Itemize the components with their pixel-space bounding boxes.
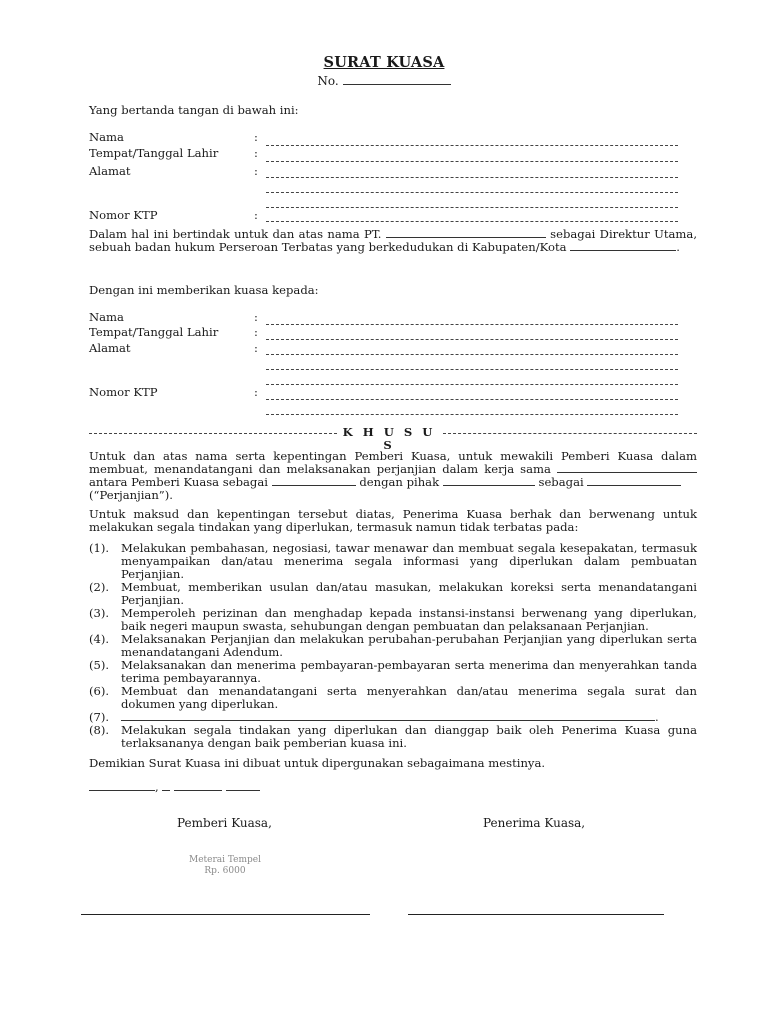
item-text: Melakukan pembahasan, negosiasi, tawar menawar dan membuat segala kesepakatan, termasuk menyampaikan dan/atau menerima segala informasi yang diperlukan dalam pembuatan Perjanjian. [121, 541, 697, 581]
item-number: (7). [89, 710, 110, 724]
item-number: (6). [89, 684, 110, 698]
penerima-kuasa-label: Penerima Kuasa, [483, 816, 586, 830]
pemberi-role-blank [272, 476, 356, 486]
pemberi-kuasa-label: Pemberi Kuasa, [177, 816, 272, 830]
bertindak-text-1: Dalam hal ini bertindak untuk dan atas nama PT. [89, 227, 382, 241]
pemberi-label-alamat: Alamat [89, 164, 131, 178]
day-blank [162, 781, 170, 791]
khusus-divider [89, 425, 697, 452]
item-number: (8). [89, 723, 110, 737]
item-text: Melaksanakan dan menerima pembayaran-pembayaran serta menerima dan menyerahkan tanda terima pembayarannya. [121, 658, 697, 685]
divider-line-right [443, 433, 697, 434]
para1-text-c: dengan pihak [359, 475, 440, 489]
list-item [89, 724, 697, 750]
fill-line [266, 177, 678, 180]
fill-line [266, 221, 678, 224]
item-text: Membuat, memberikan usulan dan/atau masukan, melakukan koreksi serta menandatangani Perjanjian. [121, 580, 697, 607]
list-item [89, 659, 697, 685]
fill-line [266, 161, 678, 164]
penerima-label-nama: Nama [89, 310, 124, 324]
meterai-line-1: Meterai Tempel [188, 855, 262, 865]
item-7-blank [121, 711, 655, 721]
colon: : [254, 146, 258, 160]
khusus-heading: K H U S U S [342, 425, 436, 452]
list-item [89, 685, 697, 711]
colon: : [254, 164, 258, 178]
pemberi-signature-line [81, 914, 370, 915]
meterai-line-2: Rp. 6000 [204, 866, 246, 876]
fill-line [266, 339, 678, 342]
colon: : [254, 385, 258, 399]
item-number: (5). [89, 658, 110, 672]
colon: : [254, 208, 258, 222]
item-text: Melaksanakan Perjanjian dan melakukan perubahan-perubahan Perjanjian yang diperlukan serta menandatangani Adendum. [121, 632, 697, 659]
pemberi-label-ktp: Nomor KTP [89, 208, 158, 222]
fill-line [266, 324, 678, 327]
pemberi-label-ttl: Tempat/Tanggal Lahir [89, 146, 219, 160]
list-item [89, 607, 697, 633]
meterai-stamp-placeholder [170, 855, 280, 877]
document-title: SURAT KUASA [323, 54, 445, 71]
year-blank [226, 781, 260, 791]
intro-text: Yang bertanda tangan di bawah ini: [89, 103, 299, 117]
colon: : [254, 325, 258, 339]
kota-blank [570, 241, 676, 251]
penerima-label-ttl: Tempat/Tanggal Lahir [89, 325, 219, 339]
penerima-signature-line [408, 914, 664, 915]
fill-line [266, 207, 678, 210]
para1-text-e: (“Perjanjian”). [89, 488, 173, 502]
fill-line [266, 145, 678, 148]
number-blank [343, 74, 451, 85]
closing-text: Demikian Surat Kuasa ini dibuat untuk dipergunakan sebagaimana mestinya. [89, 756, 546, 770]
fill-line [266, 384, 678, 387]
list-item [89, 542, 697, 581]
para1-text-a: Untuk dan atas nama serta kepentingan Pemberi Kuasa, untuk mewakili Pemberi Kuasa dalam membuat, menandatangani dan melaksanakan perjanjian dalam kerja sama [89, 449, 697, 476]
kepentingan-paragraph [89, 450, 697, 502]
item-text: . [655, 710, 659, 724]
authority-list [89, 542, 697, 750]
maksud-paragraph: Untuk maksud dan kepentingan tersebut diatas, Penerima Kuasa berhak dan berwenang untuk melakukan segala tindakan yang diperlukan, termasuk namun tidak terbatas pada: [89, 507, 697, 534]
item-text: Membuat dan menandatangani serta menyerahkan dan/atau menerima segala surat dan dokumen yang diperlukan. [121, 684, 697, 711]
kerjasama-blank [557, 463, 697, 473]
fill-line [266, 399, 678, 402]
pihak-blank [443, 476, 535, 486]
pt-blank [386, 228, 546, 238]
fill-line [266, 192, 678, 195]
para1-text-b: antara Pemberi Kuasa sebagai [89, 475, 268, 489]
penerima-label-alamat: Alamat [89, 341, 131, 355]
colon: : [254, 341, 258, 355]
bertindak-end: . [676, 240, 680, 254]
number-label: No. [317, 74, 339, 88]
fill-line [266, 414, 678, 417]
item-text: Memperoleh perizinan dan menghadap kepada instansi-instansi berwenang yang diperlukan, baik negeri maupun swasta, sehubungan dengan pembuatan dan pelaksanaan Perjanjian. [121, 606, 697, 633]
divider-line-left [89, 433, 337, 434]
pemberi-label-nama: Nama [89, 130, 124, 144]
place-blank [89, 781, 155, 791]
list-item [89, 633, 697, 659]
penerima-label-ktp: Nomor KTP [89, 385, 158, 399]
fill-line [266, 369, 678, 372]
colon: : [254, 130, 258, 144]
memberikan-text: Dengan ini memberikan kuasa kepada: [89, 283, 319, 297]
month-blank [174, 781, 222, 791]
pihak-role-blank [587, 476, 681, 486]
item-number: (2). [89, 580, 110, 594]
item-number: (1). [89, 541, 110, 555]
colon: : [254, 310, 258, 324]
bertindak-text-2: sebagai Direktur Utama, sebuah badan hukum Perseroan Terbatas yang berkedudukan di Kabupaten/Kota [89, 227, 697, 254]
item-number: (3). [89, 606, 110, 620]
item-number: (4). [89, 632, 110, 646]
list-item [89, 581, 697, 607]
bertindak-paragraph [89, 228, 697, 254]
fill-line [266, 354, 678, 357]
para1-text-d: sebagai [538, 475, 584, 489]
document-number [0, 74, 768, 88]
item-text: Melakukan segala tindakan yang diperlukan dan dianggap baik oleh Penerima Kuasa guna terlaksananya dengan baik pemberian kuasa ini. [121, 723, 697, 750]
place-date-line [89, 781, 260, 794]
date-separator: , [155, 780, 159, 794]
